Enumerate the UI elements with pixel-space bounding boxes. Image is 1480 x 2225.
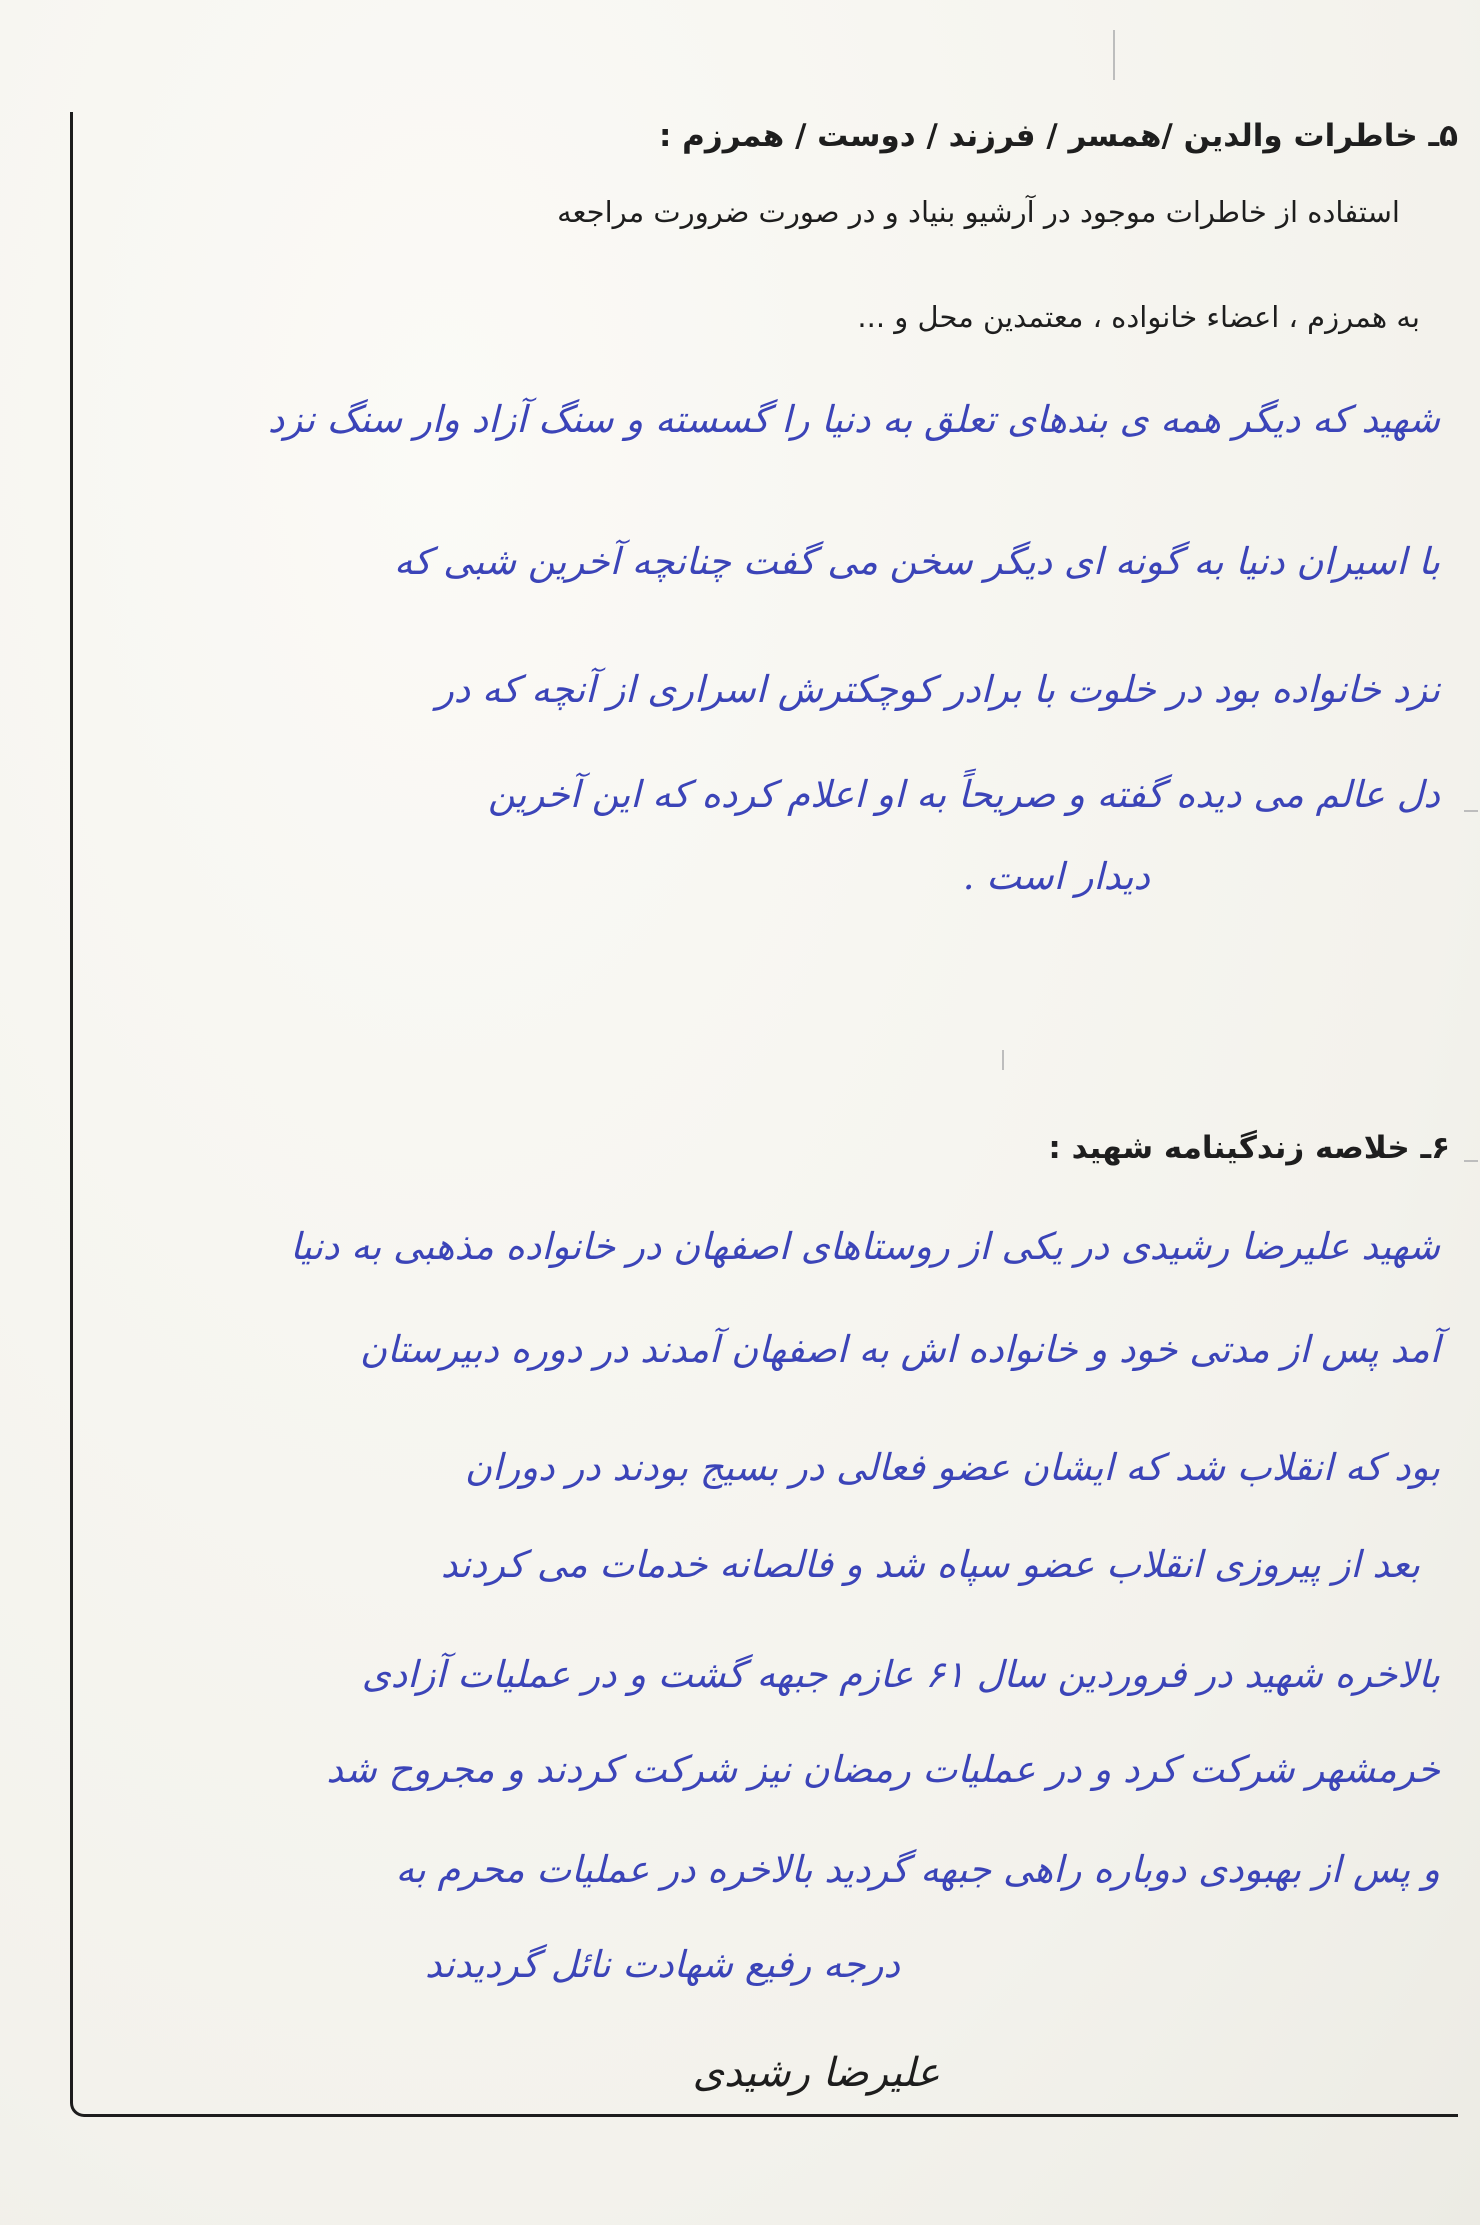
section5-heading: ۵ـ خاطرات والدین /همسر / فرزند / دوست / همرزم : bbox=[658, 118, 1458, 154]
memoir-line: دیدار است . bbox=[962, 855, 1150, 898]
biography-line: درجه رفیع شهادت نائل گردیدند bbox=[425, 1943, 900, 1986]
biography-line: و پس از بهبودی دوباره راهی جبهه گردید بالاخره در عملیات محرم به bbox=[395, 1848, 1440, 1891]
edge-mark bbox=[1464, 810, 1478, 812]
memoir-line: دل عالم می دیده گفته و صریحاً به او اعلام کرده که این آخرین bbox=[488, 773, 1440, 816]
section5-instructions-line2: به همرزم ، اعضاء خانواده ، معتمدین محل و ... bbox=[857, 300, 1420, 334]
memoir-line: شهید که دیگر همه ی بندهای تعلق به دنیا را گسسته و سنگ آزاد وار سنگ نزد bbox=[267, 398, 1440, 441]
biography-line: بود که انقلاب شد که ایشان عضو فعالی در بسیج بودند در دوران bbox=[464, 1446, 1440, 1489]
biography-line: آمد پس از مدتی خود و خانواده اش به اصفهان آمدند در دوره دبیرستان bbox=[359, 1328, 1440, 1371]
section5-instructions-line1: استفاده از خاطرات موجود در آرشیو بنیاد و در صورت ضرورت مراجعه bbox=[557, 195, 1400, 229]
biography-line: بعد از پیروزی انقلاب عضو سپاه شد و فالصانه خدمات می کردند bbox=[440, 1543, 1420, 1586]
memoir-line: با اسیران دنیا به گونه ای دیگر سخن می گفت چنانچه آخرین شبی که bbox=[393, 540, 1440, 583]
biography-line: خرمشهر شرکت کرد و در عملیات رمضان نیز شرکت کردند و مجروح شد bbox=[326, 1748, 1440, 1791]
biography-line: شهید علیرضا رشیدی در یکی از روستاهای اصفهان در خانواده مذهبی به دنیا bbox=[290, 1225, 1440, 1268]
edge-mark bbox=[1464, 1160, 1478, 1162]
edge-mark bbox=[1113, 30, 1115, 80]
memoir-line: نزد خانواده بود در خلوت با برادر کوچکترش اسراری از آنچه که در bbox=[435, 668, 1440, 711]
signature: علیرضا رشیدی bbox=[692, 2050, 940, 2096]
section6-heading: ۶ـ خلاصه زندگینامه شهید : bbox=[1048, 1130, 1450, 1166]
biography-line: بالاخره شهید در فروردین سال ۶۱ عازم جبهه گشت و در عملیات آزادی bbox=[361, 1653, 1440, 1696]
